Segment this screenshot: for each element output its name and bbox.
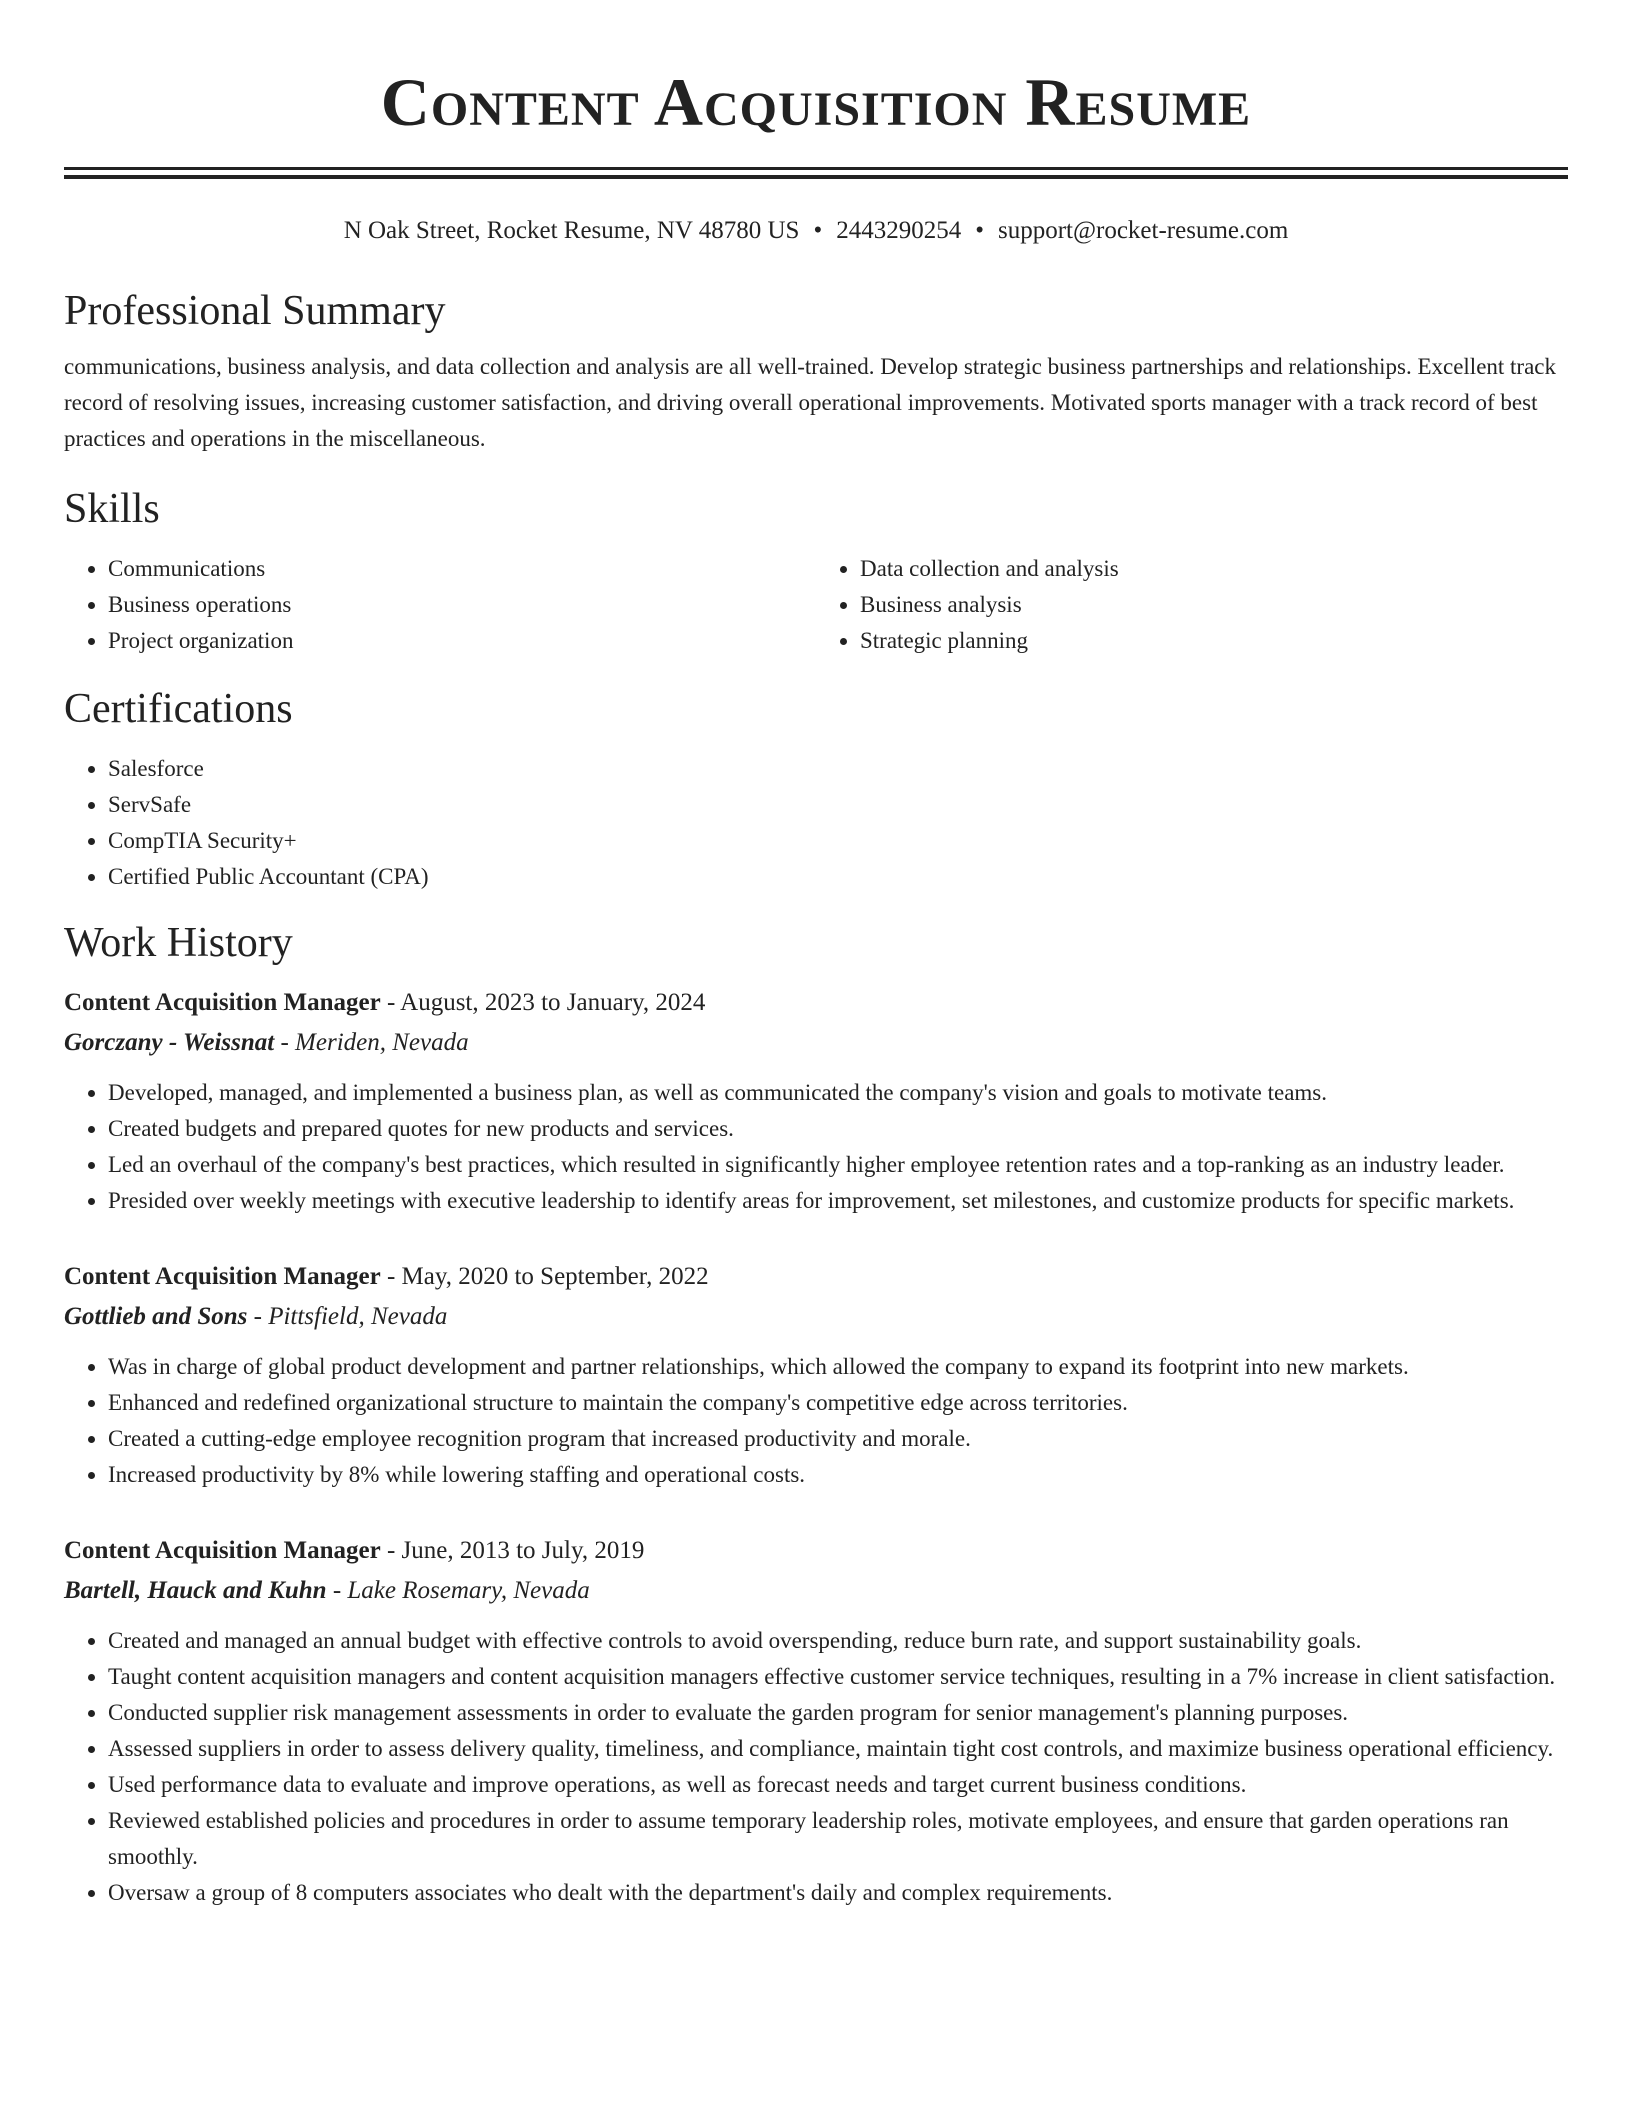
job-bullets xyxy=(64,1623,1568,1911)
contact-address: N Oak Street, Rocket Resume, NV 48780 US xyxy=(343,217,800,244)
contact-separator: • xyxy=(813,217,823,244)
resume-title: Content Acquisition Resume xyxy=(380,64,1252,140)
job-company-line xyxy=(64,1023,1568,1063)
summary-text: communications, business analysis, and data collection and analysis are all well-trained. Develop strategic business partnerships and relationships. Excellent track record of resolving issues, increasing customer satisfaction, and driving overall operational improvements. Motivated sports manager with a track record of best practices and operations in the miscellaneous. xyxy=(64,354,1557,451)
job-bullet: • Developed, managed, and implemented a business plan, as well as communicated the company's vision and goals to motivate teams. xyxy=(108,1075,1568,1111)
contact-separator: • xyxy=(975,217,984,244)
job-entry xyxy=(64,1531,1568,1911)
certification-item: • Salesforce xyxy=(108,751,1568,787)
skill-item: • Strategic planning xyxy=(860,623,1568,659)
skill-item: • Project organization xyxy=(108,623,816,659)
certification-item: • Certified Public Accountant (CPA) xyxy=(108,859,1568,895)
job-location: - Lake Rosemary, Nevada xyxy=(326,1577,590,1604)
job-bullet: • Led an overhaul of the company's best practices, which resulted in significantly higher employee retention rates and a top-ranking as an industry leader. xyxy=(108,1147,1568,1183)
job-company: Gorczany - Weissnat xyxy=(64,1029,275,1056)
skills-heading: Skills xyxy=(64,486,160,532)
certification-item: • CompTIA Security+ xyxy=(108,823,1568,859)
job-bullet: • Conducted supplier risk management assessments in order to evaluate the garden program for senior management's planning purposes. xyxy=(108,1695,1568,1731)
job-title: Content Acquisition Manager xyxy=(64,989,381,1016)
job-bullet: • Created budgets and prepared quotes for new products and services. xyxy=(108,1111,1568,1147)
skill-item: • Data collection and analysis xyxy=(860,551,1568,587)
title-divider xyxy=(64,167,1568,179)
job-bullet: • Used performance data to evaluate and improve operations, as well as forecast needs and target current business conditions. xyxy=(108,1767,1568,1803)
job-company-line xyxy=(64,1297,1568,1337)
skills-columns xyxy=(64,551,1568,659)
skill-item: • Business operations xyxy=(108,587,816,623)
job-bullet: • Increased productivity by 8% while lowering staffing and operational costs. xyxy=(108,1457,1568,1493)
job-location: - Meriden, Nevada xyxy=(274,1029,469,1056)
job-bullet: • Reviewed established policies and procedures in order to assume temporary leadership roles, motivate employees, and ensure that garden operations ran smoothly. xyxy=(108,1803,1568,1875)
job-bullets xyxy=(64,1075,1568,1219)
job-title-line xyxy=(64,1257,1568,1297)
contact-email: support@rocket-resume.com xyxy=(997,217,1289,244)
job-dates: - August, 2023 to January, 2024 xyxy=(380,989,706,1016)
skills-list-right xyxy=(816,551,1568,659)
job-entry xyxy=(64,983,1568,1219)
summary-heading: Professional Summary xyxy=(64,288,446,334)
resume-page xyxy=(64,0,1568,1911)
job-company: Bartell, Hauck and Kuhn xyxy=(64,1577,327,1604)
job-bullet: • Presided over weekly meetings with executive leadership to identify areas for improvement, set milestones, and customize products for specific markets. xyxy=(108,1183,1568,1219)
job-title-line xyxy=(64,1531,1568,1571)
job-entry xyxy=(64,1257,1568,1493)
skills-list-left xyxy=(64,551,816,659)
job-bullet: • Enhanced and redefined organizational structure to maintain the company's competitive edge across territories. xyxy=(108,1385,1568,1421)
work-history-heading: Work History xyxy=(64,920,293,966)
job-title-line xyxy=(64,983,1568,1023)
job-bullets xyxy=(64,1349,1568,1493)
job-title: Content Acquisition Manager xyxy=(64,1263,381,1290)
job-bullet: • Oversaw a group of 8 computers associates who dealt with the department's daily and complex requirements. xyxy=(108,1875,1568,1911)
job-bullet: • Was in charge of global product development and partner relationships, which allowed the company to expand its footprint into new markets. xyxy=(108,1349,1568,1385)
job-company: Gottlieb and Sons xyxy=(64,1303,248,1330)
job-title: Content Acquisition Manager xyxy=(64,1537,381,1564)
job-bullet: • Created a cutting-edge employee recognition program that increased productivity and morale. xyxy=(108,1421,1568,1457)
job-dates: - May, 2020 to September, 2022 xyxy=(380,1263,709,1290)
contact-phone: 2443290254 xyxy=(836,217,962,244)
job-bullet: • Taught content acquisition managers and content acquisition managers effective customer service techniques, resulting in a 7% increase in client satisfaction. xyxy=(108,1659,1568,1695)
job-location: - Pittsfield, Nevada xyxy=(247,1303,448,1330)
certifications-heading: Certifications xyxy=(64,686,293,732)
job-dates: - June, 2013 to July, 2019 xyxy=(380,1537,645,1564)
job-bullet: • Created and managed an annual budget with effective controls to avoid overspending, reduce burn rate, and support sustainability goals. xyxy=(108,1623,1568,1659)
certifications-list xyxy=(64,751,1568,895)
skill-item: • Communications xyxy=(108,551,816,587)
job-bullet: • Assessed suppliers in order to assess delivery quality, timeliness, and compliance, maintain tight cost controls, and maximize business operational efficiency. xyxy=(108,1731,1568,1767)
contact-line xyxy=(64,215,1568,247)
certification-item: • ServSafe xyxy=(108,787,1568,823)
job-company-line xyxy=(64,1571,1568,1611)
skill-item: • Business analysis xyxy=(860,587,1568,623)
